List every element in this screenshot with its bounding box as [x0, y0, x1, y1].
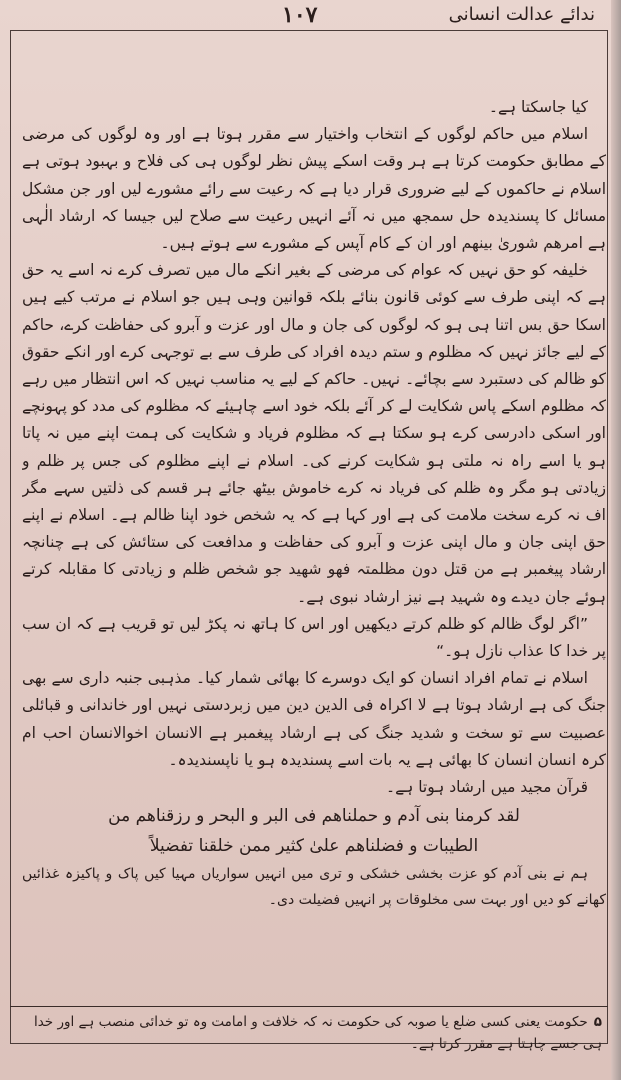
paragraph-hadith-quote: ”اگر لوگ ظالم کو ظلم کرتے دیکھیں اور اس کا ہاتھ نہ پکڑ لیں تو قریب ہے کہ ان سب پر خدا کا عذاب نازل ہو۔“ — [22, 614, 606, 661]
quran-verse-line-1: لقد کرمنا بنی آدم و حملناھم فی البر و البحر و رزقناھم من — [108, 806, 520, 827]
paragraph-selection-of-ruler: اسلام میں حاکم لوگوں کے انتخاب واختیار سے مقرر ہوتا ہے اور وہ لوگوں کی مرضی کے مطابق حکومت کرتا ہے ہر وقت اسکے پیش نظر لوگوں ہی کی فلاح و بہبود ہوتی ہے اسلام نے حاکموں کے لیے ضروری قرار دیا ہے کہ رعیت سے رائے مشورے لیں اور جن مشکل مسائل کا پسندیدہ حل سمجھ میں نہ آئے انہیں رعیت سے صلاح لیں جیسا کہ ارشاد الٰہی ہے امرھم شوریٰ بینھم اور ان کے کام آپس کے مشورے سے ہوتے ہیں۔ — [22, 125, 606, 253]
body-text — [22, 94, 606, 1010]
verse-translation: ہم نے بنی آدم کو عزت بخشی خشکی و تری میں انہیں سواریاں مہیا کیں پاک و پاکیزہ غذائیں کھانے کو دیں اور بہت سی مخلوقات پر انہیں فضیلت دی۔ — [22, 866, 606, 909]
paragraph-quran-intro: قرآن مجید میں ارشاد ہوتا ہے۔ — [386, 778, 588, 797]
quran-verse-line-2: الطیبات و فضلناھم علیٰ کثیر ممن خلقنا تفضیلاً — [149, 836, 479, 857]
paragraph-brotherhood: اسلام نے تمام افراد انسان کو ایک دوسرے کا بھائی شمار کیا۔ مذہبی جنبہ داری سے بھی جنگ کی ہے ارشاد ہوتا ہے لا اکراہ فی الدین دین میں زبردستی نہیں اور خاندانی و قبائلی عصبیت سے تو سخت و شدید جنگ کی ہے ارشاد پیغمبر ہے الانسان اخوالانسان احب ام کرہ انسان انسان کا بھائی ہے یہ بات اسے پسندیدہ ہو یا ناپسندیدہ۔ — [22, 669, 606, 769]
footnote-text: حکومت یعنی کسی ضلع یا صوبہ کی حکومت نہ کہ خلافت و امامت وہ تو خدائی منصب ہے اور خدا ہی جسے چاہتا ہے مقرر کرتا ہے۔ — [33, 1014, 602, 1052]
page-edge-shadow — [611, 0, 621, 1080]
paragraph-duties-of-caliph: خلیفہ کو حق نہیں کہ عوام کی مرضی کے بغیر انکے مال میں تصرف کرے نہ اسے یہ حق ہے کہ اپنی طرف سے کوئی قانون بنائے بلکہ قوانین وہی ہیں جو اسلام نے مرتب کیے ہیں اسکا حق بس اتنا ہی ہو کہ لوگوں کی جان و مال اور عزت و آبرو کی حفاظت کرے، حاکم کے لیے جائز نہیں کہ مظلوم و ستم دیدہ افراد کی طرف سے بے توجہی کرے اور انکے حقوق کو ظالم کی دستبرد سے بچائے۔ نہیں۔ حاکم کے لیے یہ مناسب نہیں کہ اس انتظار میں رہے کہ مظلوم اسکے پاس شکایت لے کر آئے بلکہ خود اسے چاہیئے کہ مظلوم کی مدد کو پہونچے اور اسکی دادرسی کرے ہو سکتا ہے کہ مظلوم فریاد و شکایت کی ہمت اپنے میں نہ پاتا ہو یا اسے راہ نہ ملتی ہو شکایت کرنے کی۔ اسلام نے اپنے مظلوم کی جس پر ظلم و زیادتی ہو مگر وہ ظلم کی فریاد نہ کرے خاموش بیٹھ جائے ہر قسم کی ذلتیں سہے مگر اف نہ کرے سخت ملامت کی ہے اور کہا ہے کہ یہ شخص خود اپنا ظالم ہے۔ اسلام نے اپنے حق اپنی جان و مال اپنی عزت و آبرو کی حفاظت و مدافعت کی ستائش کی ہے چنانچہ ارشاد پیغمبر ہے من قتل دون مظلمتہ فھو شھید جو شخص ظلم و زیادتی کا مقابلہ کرتے ہوئے جان دیدے وہ شہید ہے نیز ارشاد نبوی ہے۔ — [22, 261, 606, 606]
opening-line: کیا جاسکتا ہے۔ — [488, 98, 588, 116]
footnote-marker: ۵ — [593, 1014, 602, 1030]
footnote — [10, 1006, 608, 1055]
running-title: ندائے عدالت انسانی — [448, 4, 595, 25]
page-number: ۱۰۷ — [282, 2, 318, 28]
